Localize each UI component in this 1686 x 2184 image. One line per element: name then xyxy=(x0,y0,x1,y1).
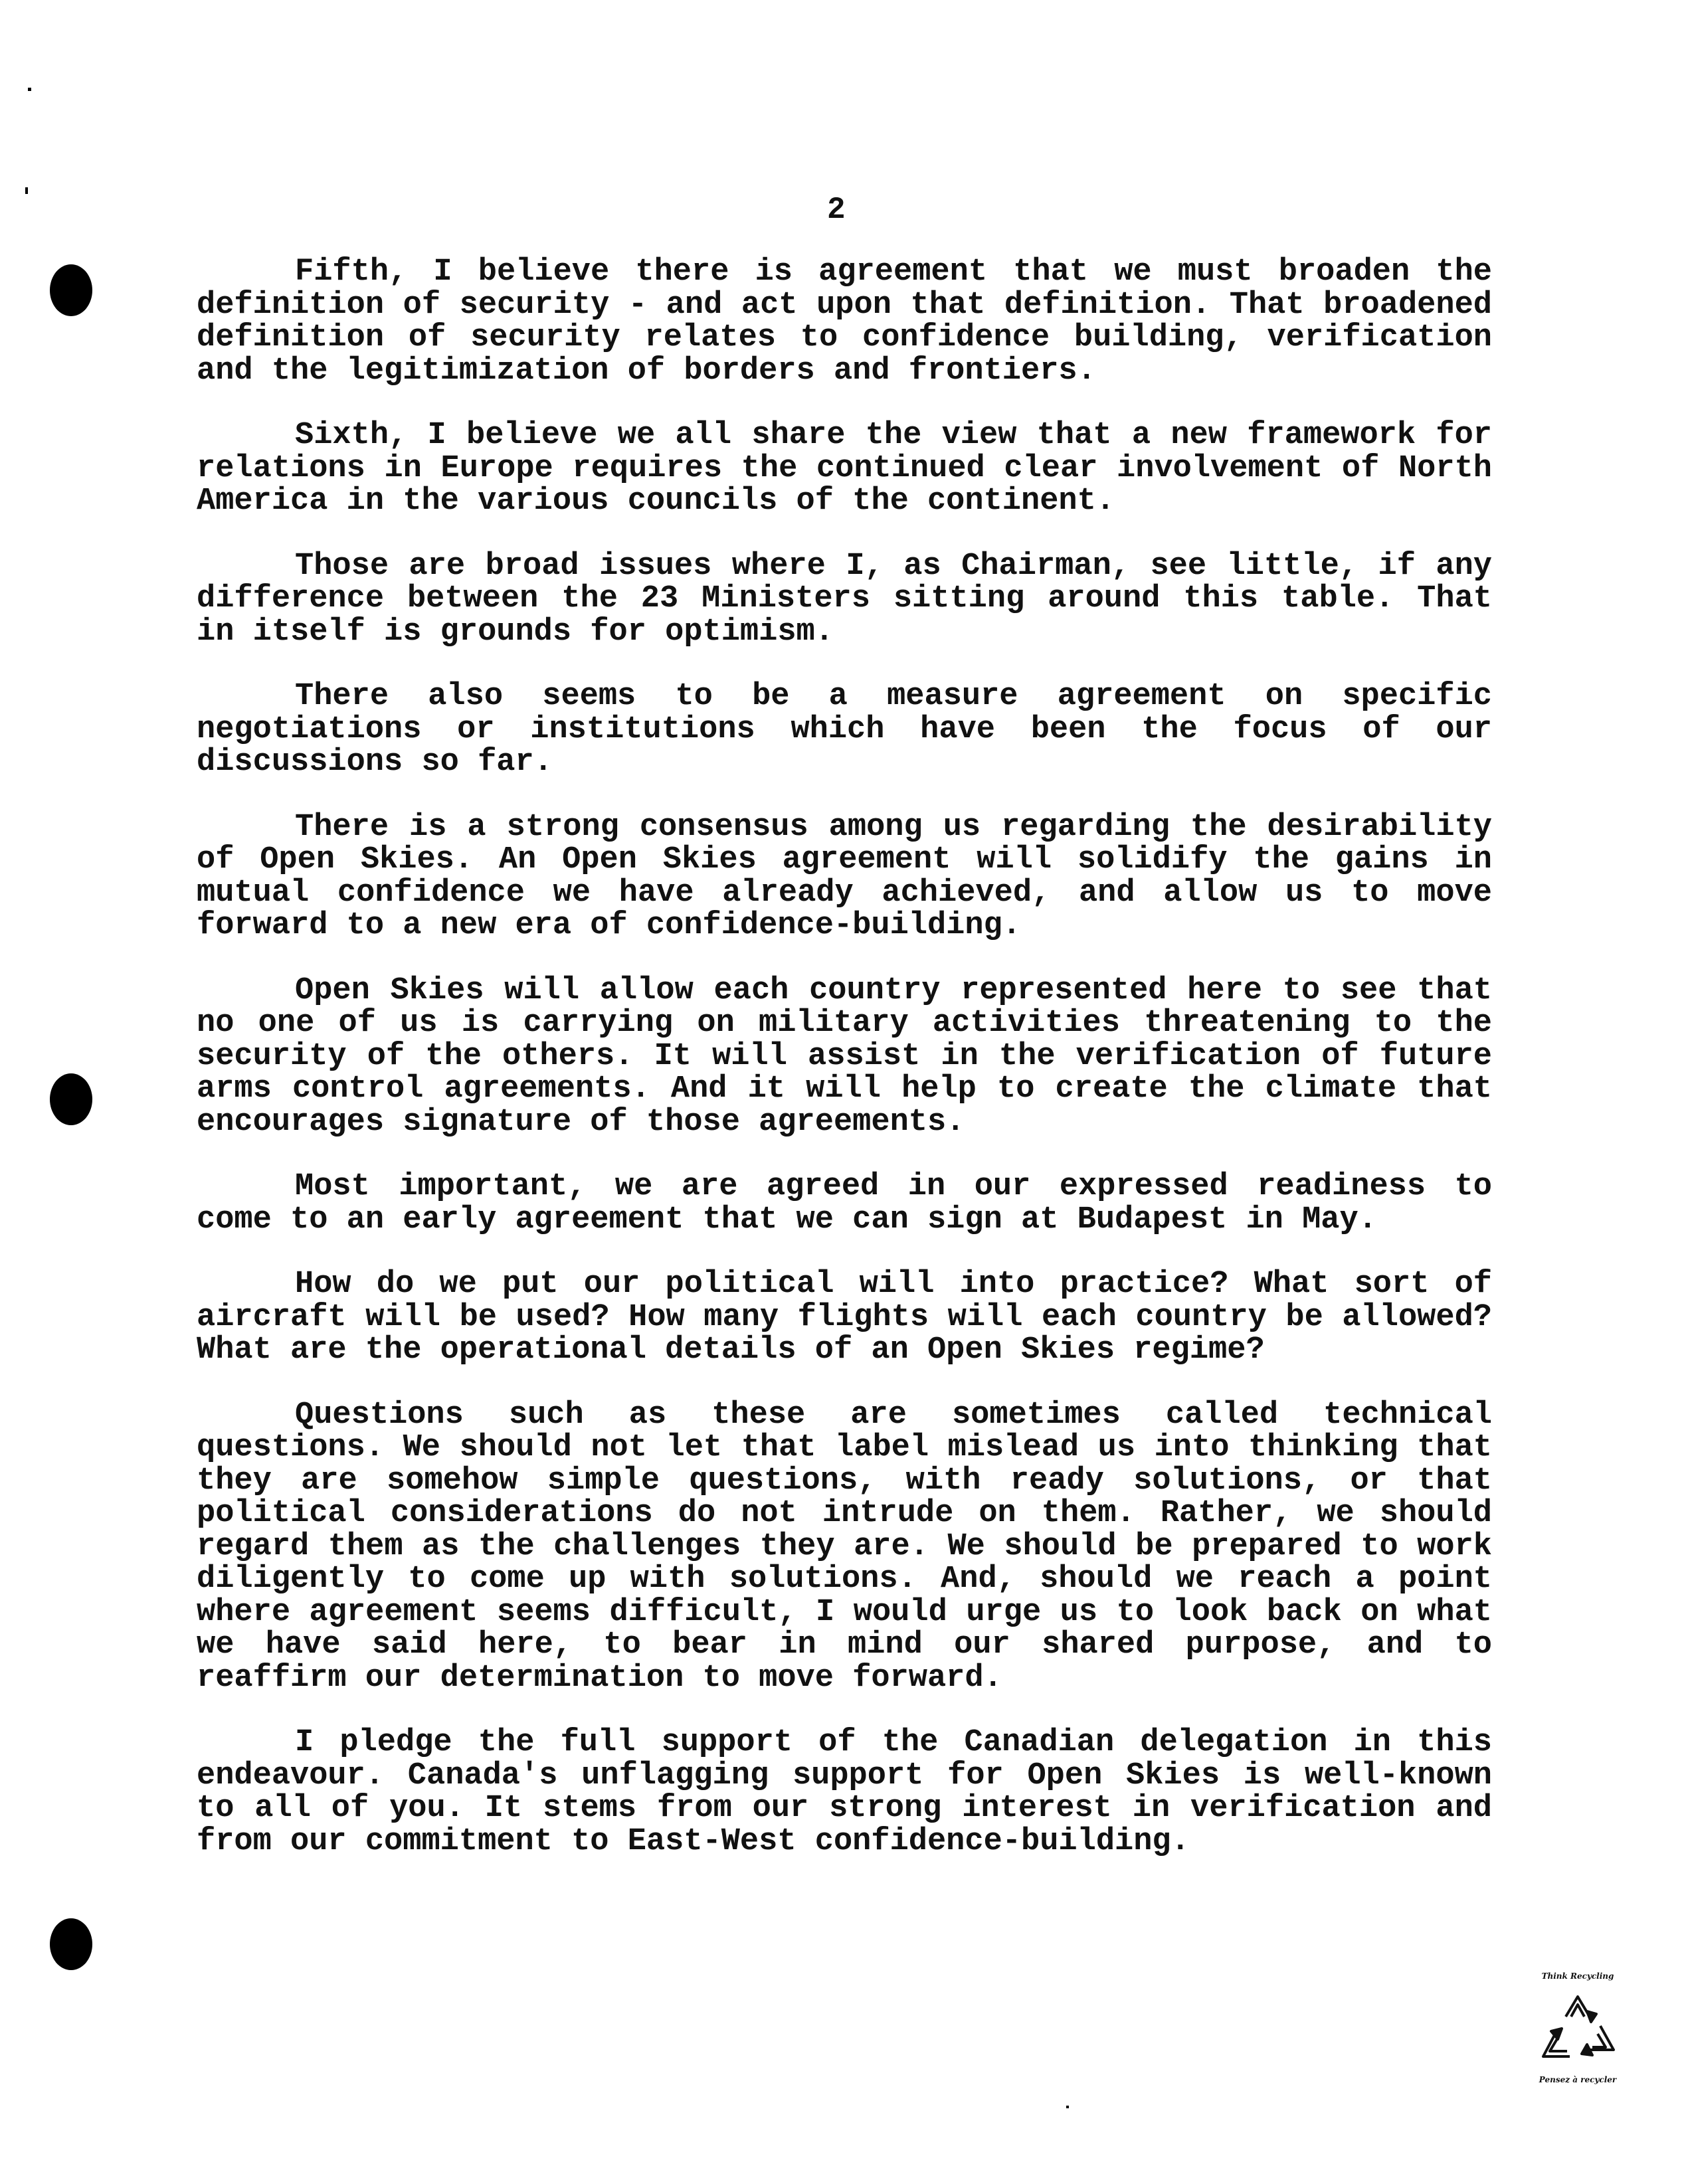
paragraph: Fifth, I believe there is agreement that we must broaden the definition of security - and act upon that definition. That broadened definition of security relates to confidence building, verification and the legitimization of borders and frontiers. xyxy=(197,254,1492,389)
recycle-logo xyxy=(1521,1971,1634,2091)
page-number: 2 xyxy=(827,193,846,227)
paragraph: Questions such as these are sometimes called technical questions. We should not let that label mislead us into thinking that they are somehow simple questions, with ready solutions, or that political considerations do not intrude on them. Rather, we should regard them as the challenges they are. We should be prepared to work diligently to come up with solutions. And, should we reach a point where agreement seems difficult, I would urge us to look back on what we have said here, to bear in mind our shared purpose, and to reaffirm our determination to move forward. xyxy=(197,1397,1492,1696)
punch-hole xyxy=(50,264,92,316)
recycle-icon xyxy=(1531,1985,1624,2071)
punch-hole xyxy=(50,1073,92,1125)
paragraph: How do we put our political will into practice? What sort of aircraft will be used? How many flights will each country be allowed? What are the operational details of an Open Skies regime? xyxy=(197,1267,1492,1368)
punch-hole xyxy=(50,1918,92,1970)
paragraph: Sixth, I believe we all share the view that a new framework for relations in Europe requires the continued clear involvement of North America in the various councils of the continent. xyxy=(197,418,1492,519)
paragraph: There is a strong consensus among us regarding the desirability of Open Skies. An Open Skies agreement will solidify the gains in mutual confidence we have already achieved, and allow us to move forward to a new era of confidence-building. xyxy=(197,809,1492,943)
paragraph: I pledge the full support of the Canadian delegation in this endeavour. Canada's unflagging support for Open Skies is well-known to all of you. It stems from our strong interest in verification and from our commitment to East-West confidence-building. xyxy=(197,1725,1492,1859)
scan-speck xyxy=(1066,2106,1069,2108)
recycle-top-text: Think Recycling xyxy=(1541,1971,1614,1981)
scan-speck xyxy=(25,187,28,194)
paragraph: Those are broad issues where I, as Chairman, see little, if any difference between the 23 Ministers sitting around this table. That in itself is grounds for optimism. xyxy=(197,548,1492,650)
scan-speck xyxy=(28,88,31,91)
paragraph: There also seems to be a measure agreement on specific negotiations or institutions which have been the focus of our discussions so far. xyxy=(197,679,1492,780)
recycle-bottom-text: Pensez à recycler xyxy=(1539,2075,1617,2084)
document-body xyxy=(197,256,1492,1890)
paragraph: Open Skies will allow each country represented here to see that no one of us is carrying on military activities threatening to the security of the others. It will assist in the verification of future arms control agreements. And it will help to create the climate that encourages signature of those agreements. xyxy=(197,972,1492,1140)
paragraph: Most important, we are agreed in our expressed readiness to come to an early agreement that we can sign at Budapest in May. xyxy=(197,1169,1492,1237)
